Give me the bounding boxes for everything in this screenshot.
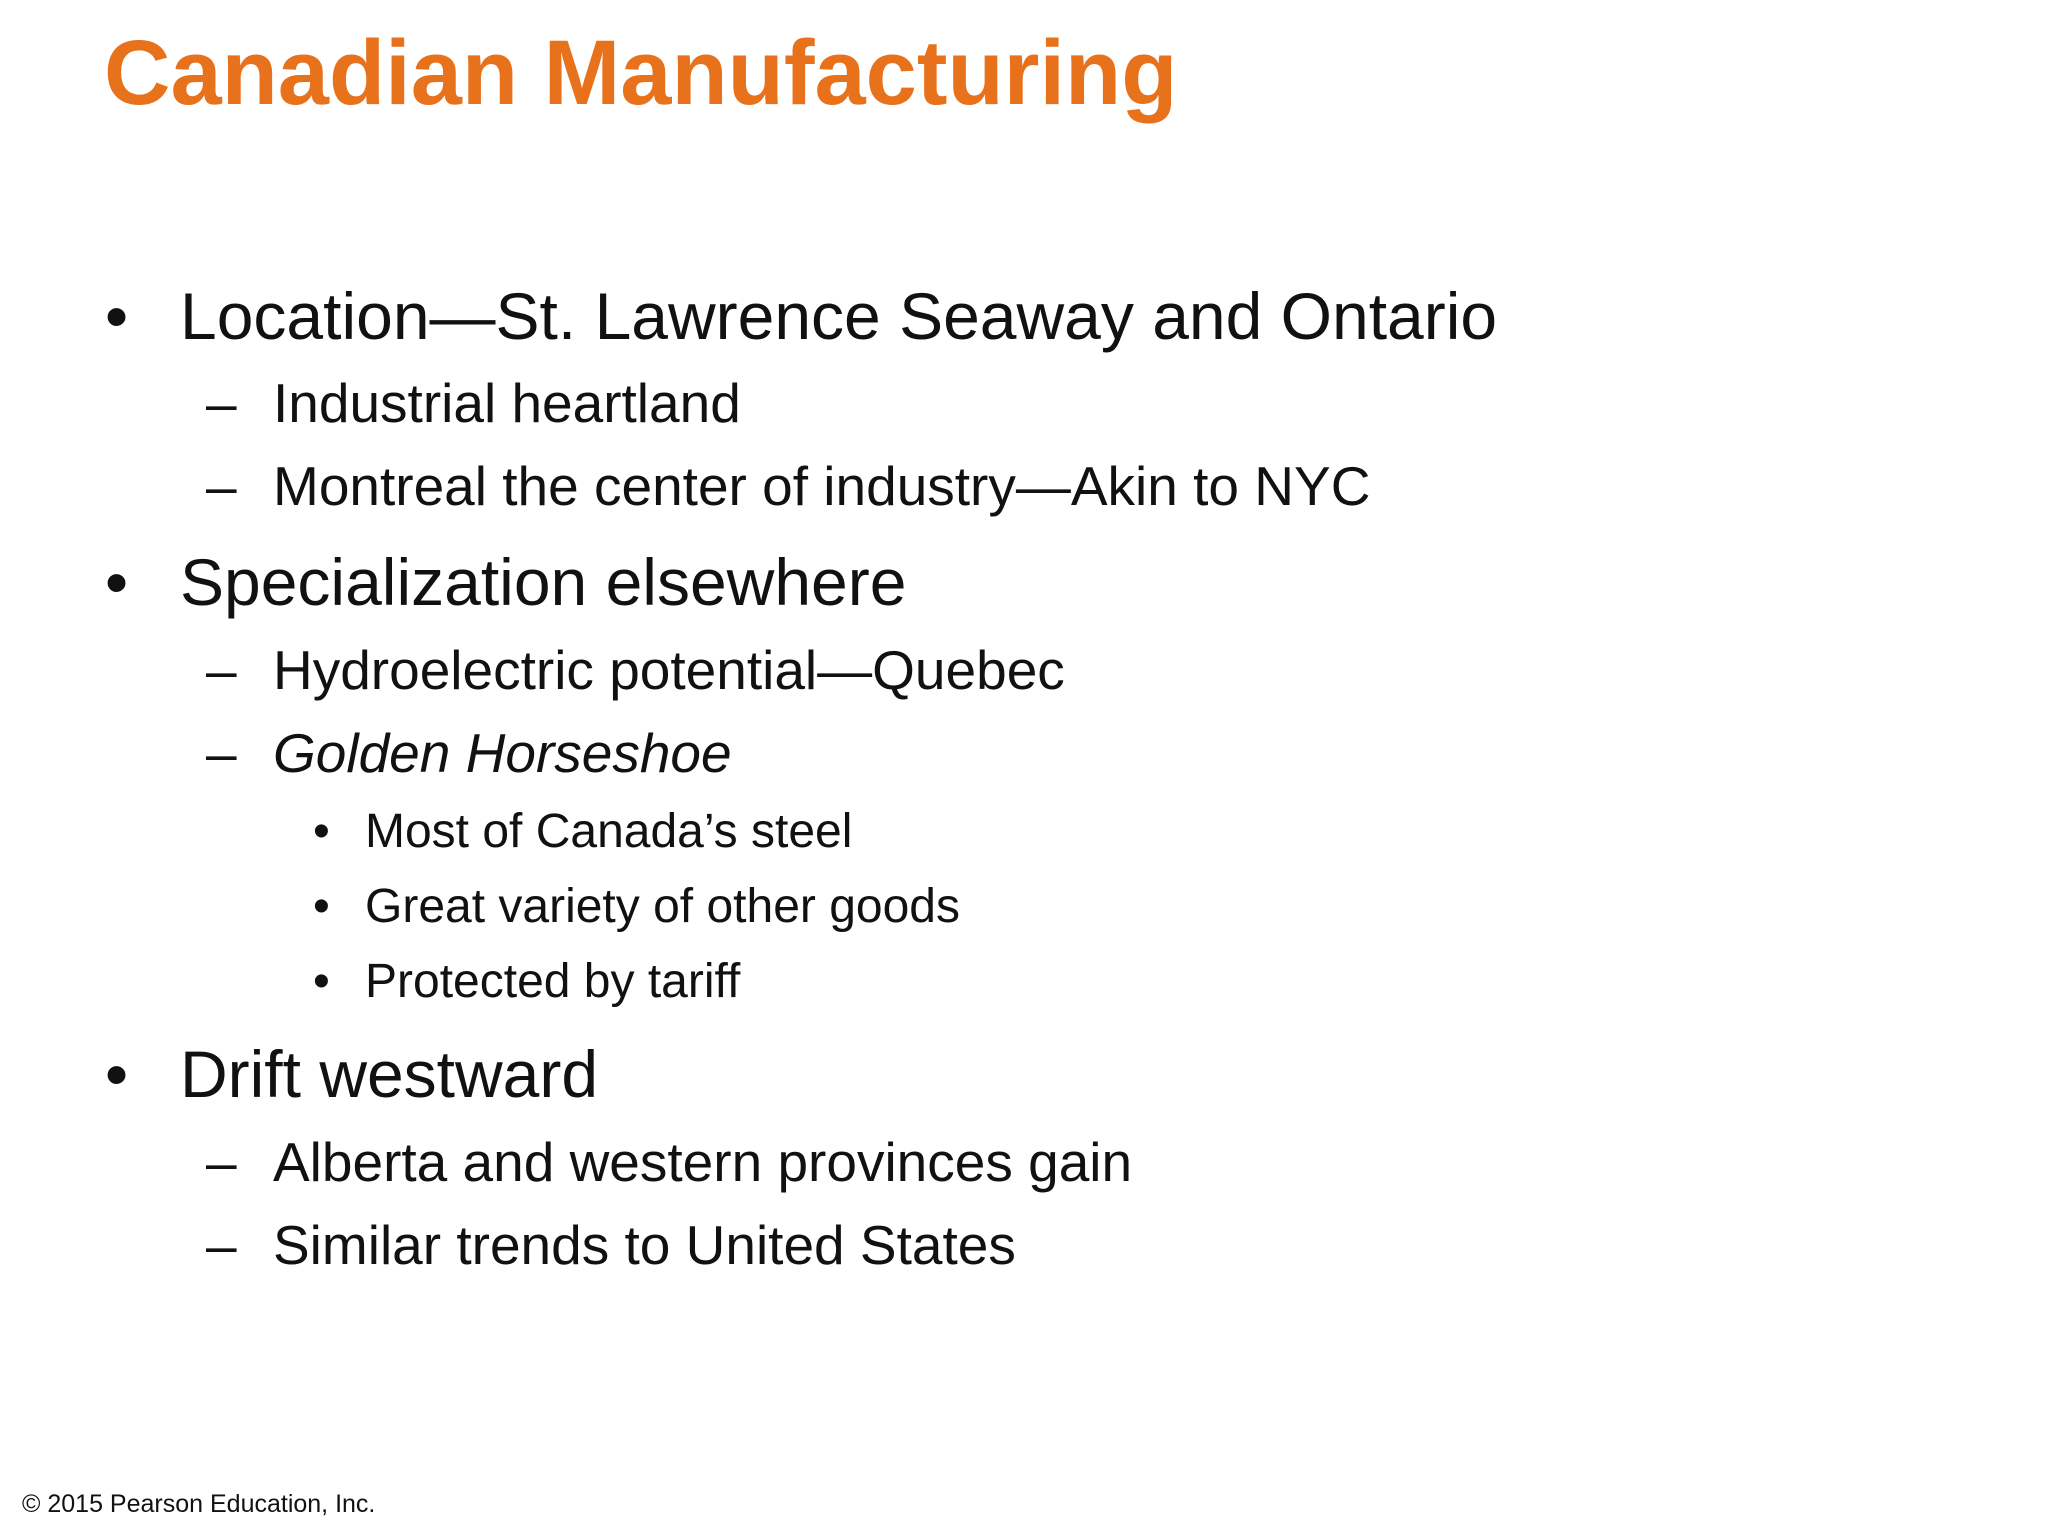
sub-bullet-text: Similar trends to United States — [273, 1214, 1016, 1276]
bullet-marker: • — [105, 279, 129, 353]
bullet-marker: • — [313, 955, 330, 1008]
sub-bullet-text: Golden Horseshoe — [273, 722, 732, 784]
bullet-text: Location—St. Lawrence Seaway and Ontario — [180, 279, 1498, 353]
sub-bullet-text: Alberta and western provinces gain — [273, 1131, 1133, 1193]
bullet-marker: • — [105, 545, 129, 619]
bullet-marker: • — [313, 805, 330, 858]
dash-marker: – — [206, 455, 237, 517]
slide-title: Canadian Manufacturing — [104, 22, 1178, 124]
sub-bullet-text: Montreal the center of industry—Akin to NYC — [273, 455, 1371, 517]
bullet-marker: • — [313, 880, 330, 933]
sub-sub-bullet-text: Most of Canada’s steel — [365, 805, 853, 858]
sub-bullet-text: Hydroelectric potential—Quebec — [273, 639, 1065, 701]
copyright-footer: © 2015 Pearson Education, Inc. — [22, 1490, 376, 1518]
dash-marker: – — [206, 1131, 237, 1193]
dash-marker: – — [206, 722, 237, 784]
sub-sub-bullet-text: Protected by tariff — [365, 955, 741, 1008]
sub-sub-bullet-text: Great variety of other goods — [365, 880, 960, 933]
sub-bullet-text: Industrial heartland — [273, 372, 741, 434]
bullet-text: Specialization elsewhere — [180, 545, 907, 619]
dash-marker: – — [206, 372, 237, 434]
dash-marker: – — [206, 639, 237, 701]
dash-marker: – — [206, 1214, 237, 1276]
bullet-marker: • — [105, 1037, 129, 1111]
bullet-text: Drift westward — [180, 1037, 599, 1111]
